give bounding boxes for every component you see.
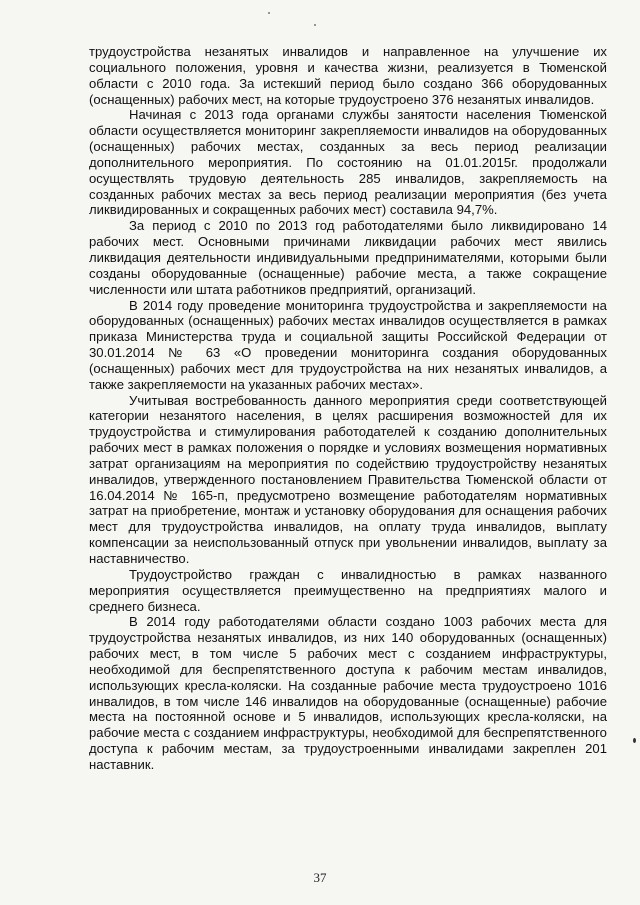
document-body [89, 44, 607, 773]
page-number: 37 [313, 870, 327, 885]
paragraph: Трудоустройство граждан с инвалидностью в рамках названного мероприятия осуществляется преимущественно на предприятиях малого и среднего бизнеса. [89, 566, 607, 614]
paragraph: трудоустройства незанятых инвалидов и направленное на улучшение их социального положения, уровня и качества жизни, реализуется в Тюменской области с 2010 года. За истекший период было создано 366 оборудованных (оснащенных) рабочих мест, на которые трудоустроено 376 незанятых инвалидов. [89, 44, 607, 107]
scan-speck [633, 738, 636, 743]
paragraph: В 2014 году проведение мониторинга трудоустройства и закрепляемости на оборудованных (оснащенных) рабочих местах инвалидов осуществляется в рамках приказа Министерства труда и социальной защиты Российской Федерации от 30.01.2014 № 63 «О проведении мониторинга создания оборудованных (оснащенных) рабочих мест для трудоустройства на них незанятых инвалидов, а также закрепляемости на указанных рабочих местах». [89, 297, 607, 392]
paragraph: За период с 2010 по 2013 год работодателями было ликвидировано 14 рабочих мест. Основными причинами ликвидации рабочих мест явились ликвидация деятельности индивидуальными предпринимателями, которыми были созданы оборудованные (оснащенные) рабочие места, а также сокращение численности или штата работников предприятий, организаций. [89, 218, 607, 297]
paragraph: Начиная с 2013 года органами службы занятости населения Тюменской области осуществляется мониторинг закрепляемости инвалидов на оборудованных (оснащенных) рабочих местах, созданных за весь период реализации дополнительного мероприятия. По состоянию на 01.01.2015г. продолжали осуществлять трудовую деятельность 285 инвалидов, закрепляемость на созданных рабочих местах за весь период реализации мероприятия (без учета ликвидированных и сокращенных рабочих мест) составила 94,7%. [89, 107, 607, 218]
paragraph: Учитывая востребованность данного мероприятия среди соответствующей категории незанятого населения, в целях расширения возможностей для их трудоустройства и стимулирования работодателей к созданию дополнительных рабочих мест в рамках положения о порядке и условиях возмещения нормативных затрат организациям на мероприятия по содействию трудоустройству незанятых инвалидов, утвержденного постановлением Правительства Тюменской области от 16.04.2014 № 165-п, предусмотрено возмещение работодателям нормативных затрат на приобретение, монтаж и установку оборудования для оснащения рабочих мест для трудоустройства инвалидов, на оплату труда инвалидов, выплату компенсации за неиспользованный отпуск при увольнении инвалидов, выплату за наставничество. [89, 392, 607, 566]
scan-speck [268, 12, 270, 14]
scan-speck [314, 24, 316, 26]
paragraph: В 2014 году работодателями области создано 1003 рабочих места для трудоустройства незанятых инвалидов, из них 140 оборудованных (оснащенных) рабочих мест, в том числе 5 рабочих мест с созданием инфраструктуры, необходимой для беспрепятственного доступа к рабочим местам инвалидов, использующих кресла-коляски. На созданные рабочие места трудоустроено 1016 инвалидов, в том числе 146 инвалидов на оборудованные (оснащенные) рабочие места на постоянной основе и 5 инвалидов, использующих кресла-коляски, на рабочие места с созданием инфраструктуры, необходимой для беспрепятственного доступа к рабочим местам, за трудоустроенными инвалидами закреплен 201 наставник. [89, 614, 607, 772]
